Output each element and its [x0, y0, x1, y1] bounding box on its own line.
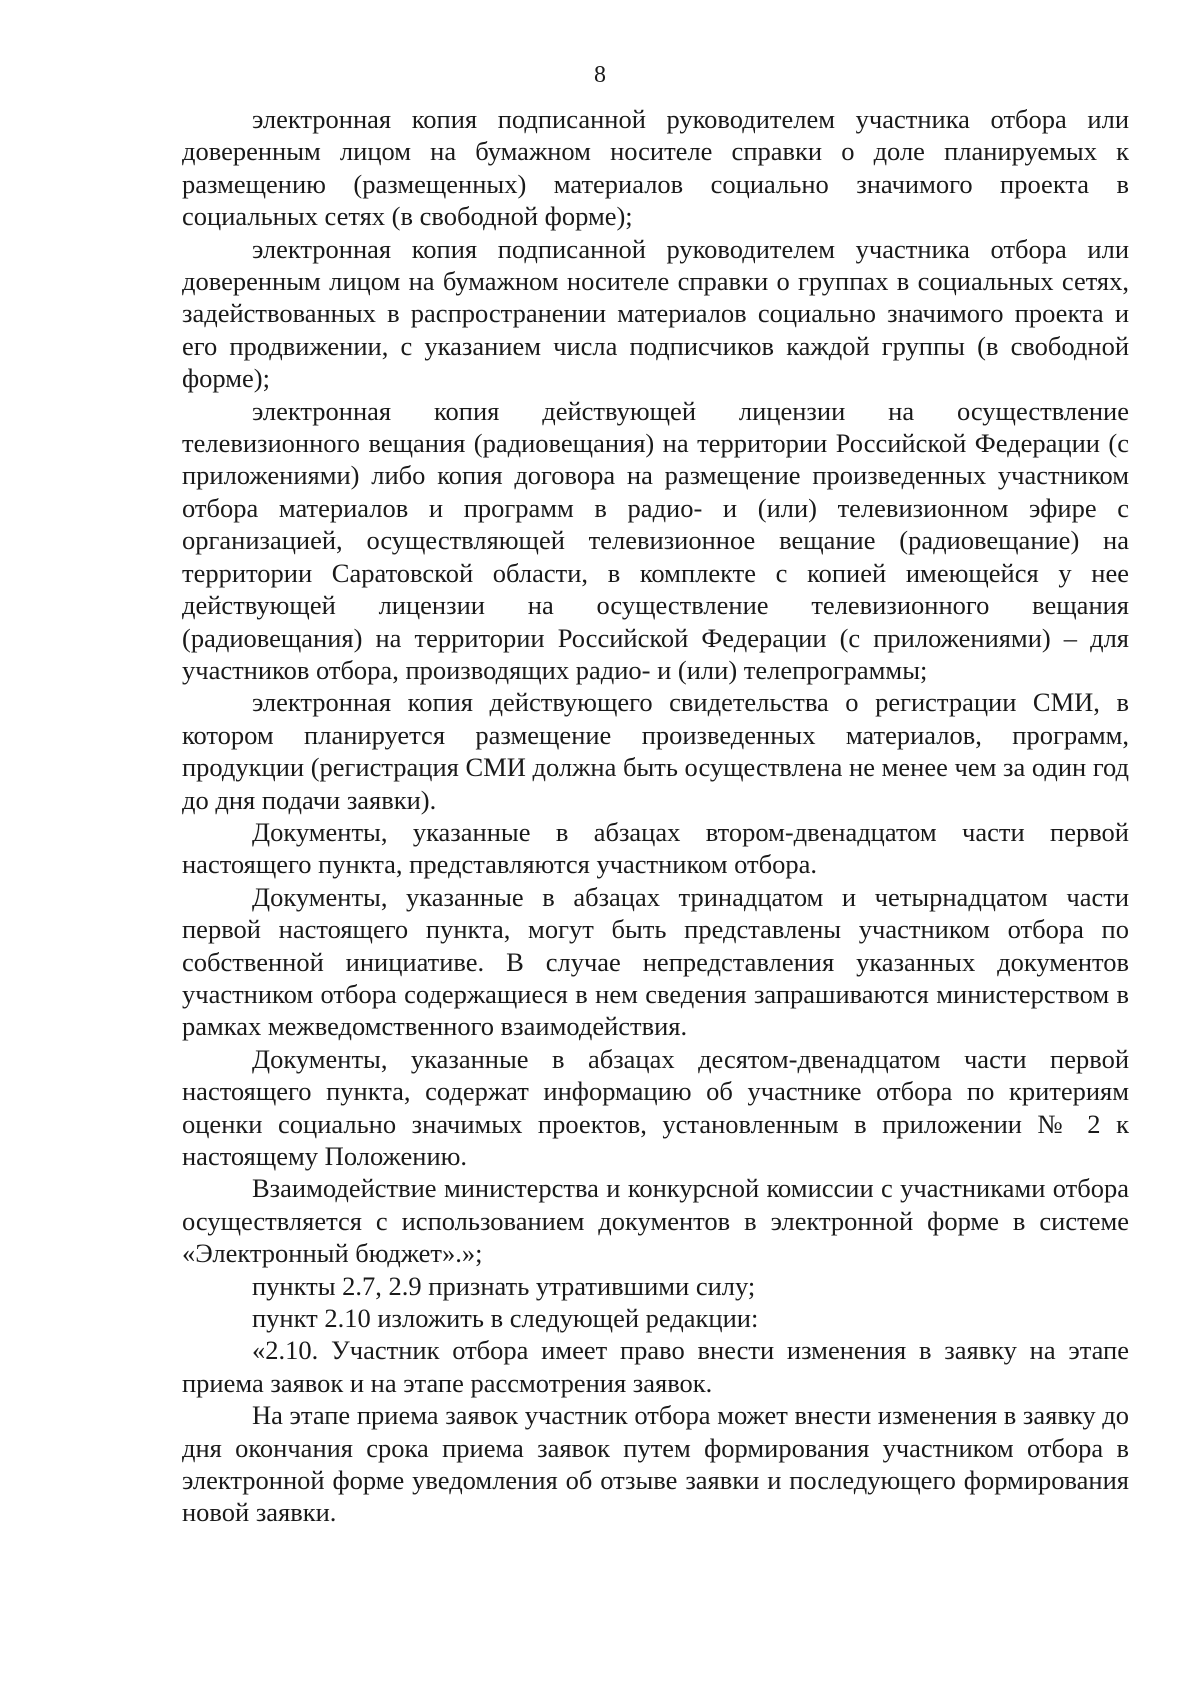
paragraph-11: «2.10. Участник отбора имеет право внести изменения в заявку на этапе приема заявок и на этапе рассмотрения заявок.: [182, 1335, 1129, 1398]
paragraph-2: электронная копия подписанной руководителем участника отбора или доверенным лицом на бумажном носителе справки о группах в социальных сетях, задействованных в распространении материалов социально значимого проекта и его продвижении, с указанием числа подписчиков каждой группы (в свободной форме);: [182, 233, 1129, 394]
paragraph-4: электронная копия действующего свидетельства о регистрации СМИ, в котором планируется размещение произведенных материалов, программ, продукции (регистрация СМИ должна быть осуществлена не менее чем за один год до дня подачи заявки).: [182, 687, 1129, 815]
paragraph-12: На этапе приема заявок участник отбора может внести изменения в заявку до дня окончания срока приема заявок путем формирования участником отбора в электронной форме уведомления об отзыве заявки и последующего формирования новой заявки.: [182, 1400, 1129, 1528]
paragraph-5: Документы, указанные в абзацах втором-двенадцатом части первой настоящего пункта, представляются участником отбора.: [182, 816, 1129, 880]
paragraph-1: электронная копия подписанной руководителем участника отбора или доверенным лицом на бумажном носителе справки о доле планируемых к размещению (размещенных) материалов социально значимого проекта в социальных сетях (в свободной форме);: [182, 104, 1129, 232]
paragraph-9: пункты 2.7, 2.9 признать утратившими силу;: [252, 1270, 756, 1301]
paragraph-7: Документы, указанные в абзацах десятом-двенадцатом части первой настоящего пункта, содержат информацию об участнике отбора по критериям оценки социально значимых проектов, установленным в приложении № 2 к настоящему Положению.: [182, 1043, 1129, 1171]
page-number: 8: [594, 62, 606, 88]
paragraph-10: пункт 2.10 изложить в следующей редакции:: [252, 1303, 759, 1334]
paragraph-6: Документы, указанные в абзацах тринадцатом и четырнадцатом части первой настоящего пункта, могут быть представлены участником отбора по собственной инициативе. В случае непредставления указанных документов участником отбора содержащиеся в нем сведения запрашиваются министерством в рамках межведомственного взаимодействия.: [182, 881, 1129, 1042]
paragraph-8: Взаимодействие министерства и конкурсной комиссии с участниками отбора осуществляется с использованием документов в электронной форме в системе «Электронный бюджет».»;: [182, 1173, 1129, 1269]
document-body: [182, 103, 1129, 1529]
paragraph-3: электронная копия действующей лицензии на осуществление телевизионного вещания (радиовещания) на территории Российской Федерации (с приложениями) либо копия договора на размещение произведенных участником отбора материалов и программ в радио- и (или) телевизионном эфире с организацией, осуществляющей телевизионное вещание (радиовещание) на территории Саратовской области, в комплекте с копией имеющейся у нее действующей лицензии на осуществление телевизионного вещания (радиовещания) на территории Российской Федерации (с приложениями) – для участников отбора, производящих радио- и (или) телепрограммы;: [182, 395, 1129, 685]
